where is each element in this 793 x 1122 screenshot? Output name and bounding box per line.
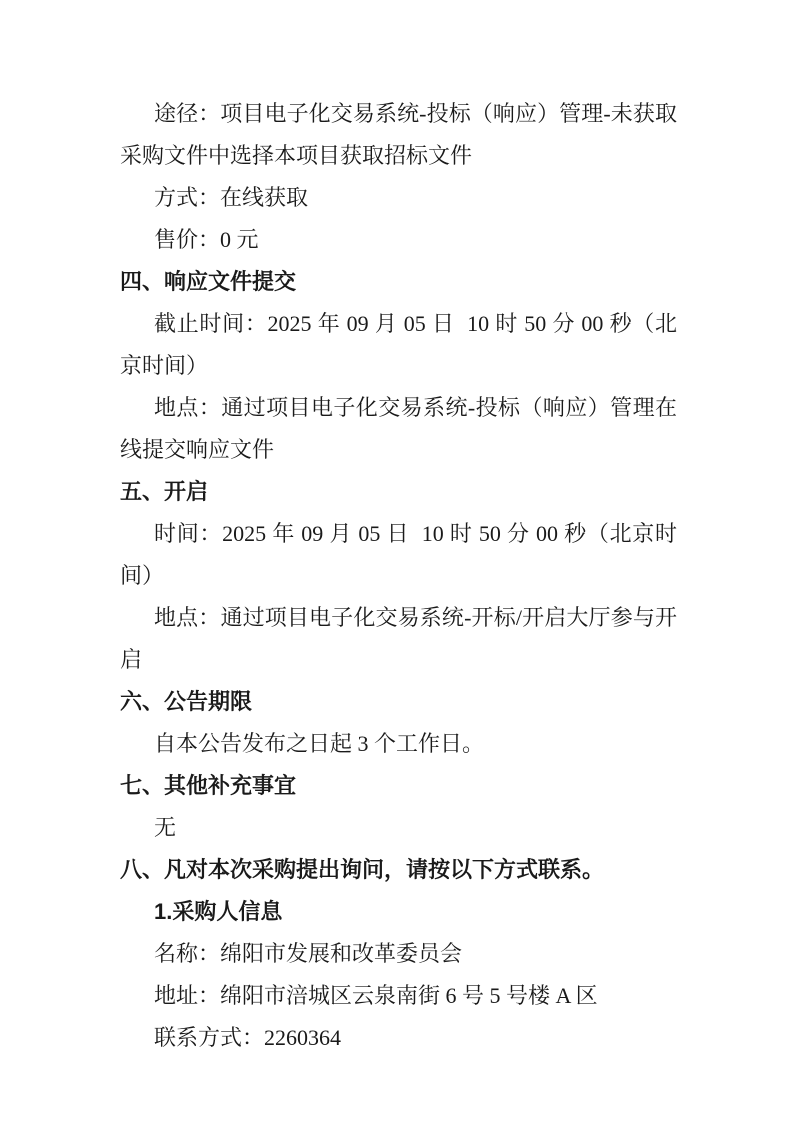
- paragraph-text: 时间：2025 年 09 月 05 日 10 时 50 分 00 秒（北京时间）: [120, 521, 677, 588]
- section-heading: 六、公告期限: [120, 689, 253, 714]
- paragraph-text: 方式：在线获取: [154, 185, 309, 210]
- paragraph-text: 截止时间：2025 年 09 月 05 日 10 时 50 分 00 秒（北京时间）: [120, 311, 677, 378]
- paragraph-text: 无: [154, 815, 177, 840]
- paragraph-text: 途径：项目电子化交易系统-投标（响应）管理-未获取采购文件中选择本项目获取招标文件: [120, 101, 677, 168]
- paragraph-text: 地点：通过项目电子化交易系统-投标（响应）管理在线提交响应文件: [120, 395, 677, 462]
- paragraph-text: 地址：绵阳市涪城区云泉南街 6 号 5 号楼 A 区: [154, 983, 598, 1008]
- document-content: [120, 93, 677, 1059]
- paragraph-text: 名称：绵阳市发展和改革委员会: [154, 941, 463, 966]
- section-heading: 四、响应文件提交: [120, 269, 297, 294]
- paragraph-text: 售价：0 元: [154, 227, 259, 252]
- section-heading: 八、凡对本次采购提出询问，请按以下方式联系。: [120, 857, 605, 882]
- paragraph-text: 联系方式：2260364: [154, 1025, 342, 1050]
- sub-heading: 1.采购人信息: [154, 899, 283, 924]
- section-heading: 七、其他补充事宜: [120, 773, 297, 798]
- section-heading: 五、开启: [120, 479, 209, 504]
- paragraph-text: 自本公告发布之日起 3 个工作日。: [154, 731, 485, 756]
- paragraph-text: 地点：通过项目电子化交易系统-开标/开启大厅参与开启: [120, 605, 677, 672]
